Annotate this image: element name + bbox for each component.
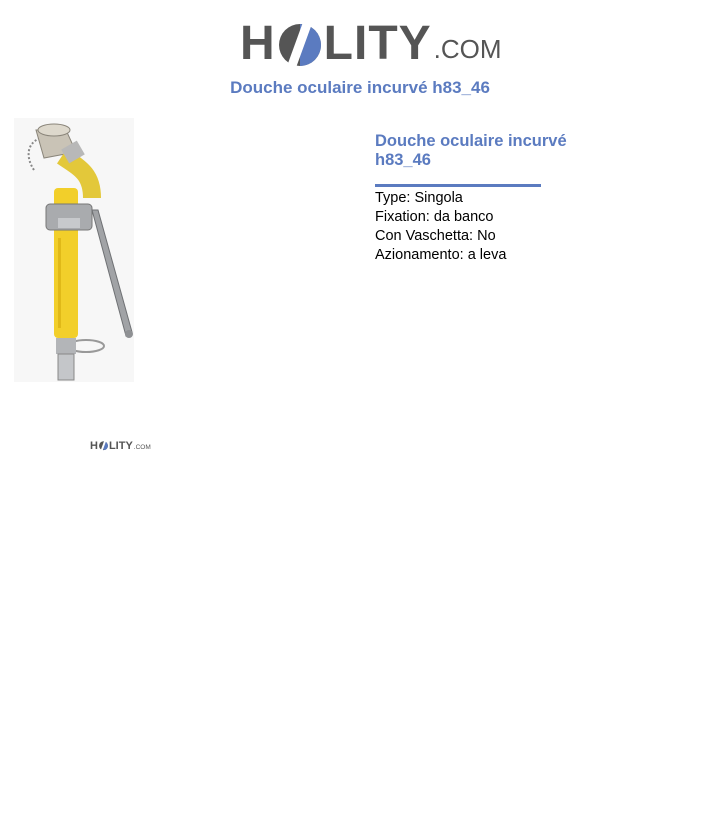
logo-letters-lity: LITY [323,17,432,70]
footer-logo-h: H [90,440,98,452]
logo-com: .COM [433,34,502,64]
spec-actuation: Azionamento: a leva [375,247,507,263]
spec-basin: Con Vaschetta: No [375,228,496,244]
footer-logo-o-icon [98,440,109,451]
page-title: Douche oculaire incurvé h83_46 [230,78,490,97]
logo-letter-h: H [240,17,276,70]
brand-logo[interactable] [240,12,502,70]
spec-type: Type: Singola [375,190,463,206]
logo-o-icon [277,18,323,70]
footer-logo-com: .COM [133,444,151,451]
footer-logo [90,440,151,452]
footer-logo-lity: LITY [108,440,133,452]
title-divider [375,184,541,187]
product-info [375,132,595,265]
eyewash-faucet-image [14,118,134,382]
spec-fixation: Fixation: da banco [375,209,494,225]
product-title: Douche oculaire incurvé h83_46 [375,132,567,169]
